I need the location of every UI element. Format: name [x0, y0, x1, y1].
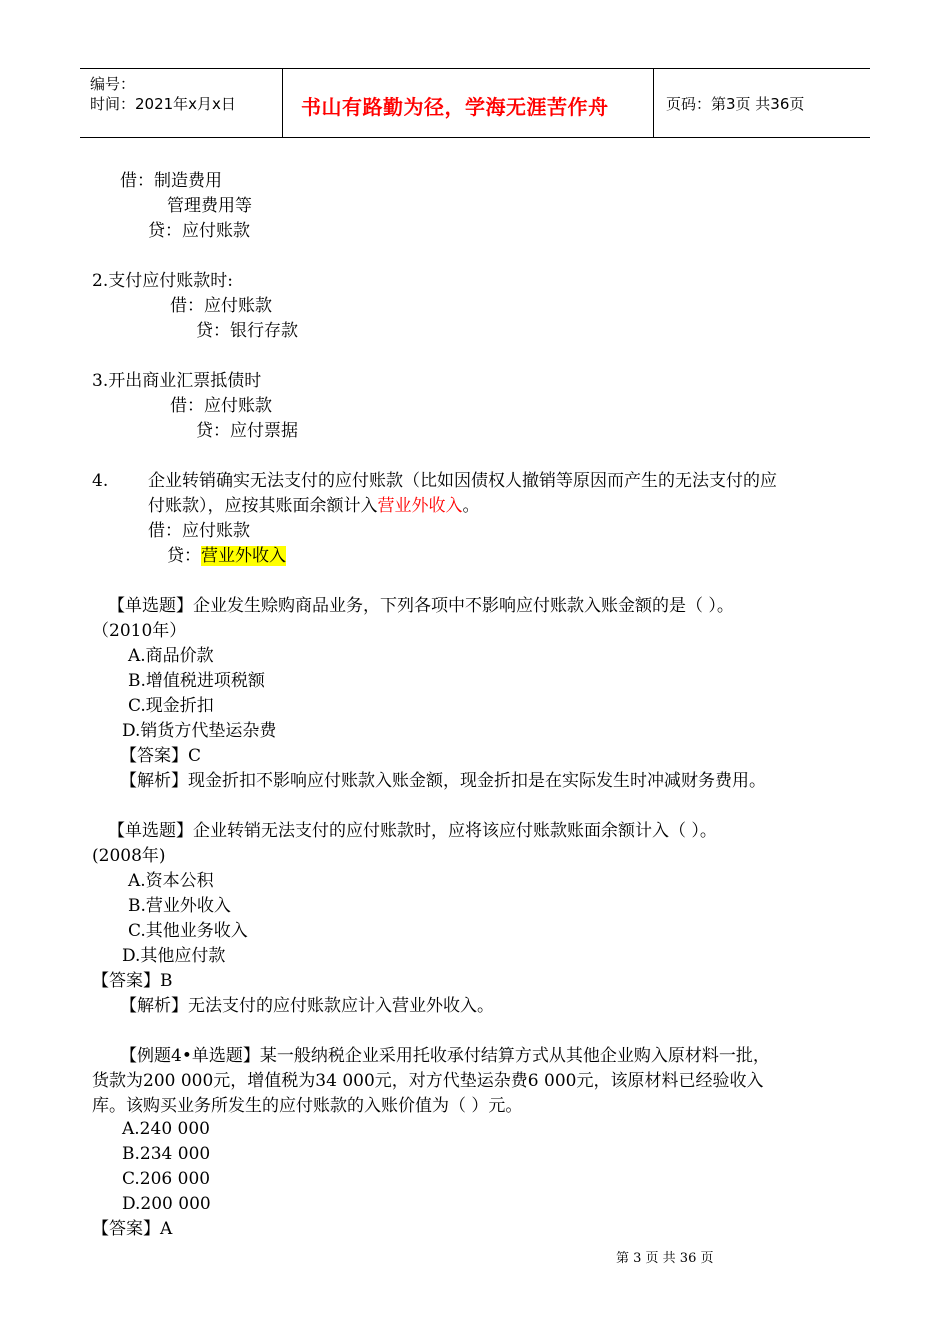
- item-4-credit-label: 贷：: [167, 546, 201, 566]
- question-1-option-a: A.商品价款: [128, 646, 214, 666]
- page-header: [80, 68, 870, 138]
- item-2-debit: 借：应付账款: [170, 296, 272, 316]
- header-page-cell: [654, 69, 870, 137]
- question-3-answer: 【答案】A: [92, 1219, 173, 1239]
- question-1-stem: 【单选题】企业发生赊购商品业务，下列各项中不影响应付账款入账金额的是（ ）。: [108, 596, 734, 616]
- question-1-explanation: 【解析】现金折扣不影响应付账款入账金额，现金折扣是在实际发生时冲减财务费用。: [120, 771, 766, 791]
- question-2-explanation: 【解析】无法支付的应付账款应计入营业外收入。: [120, 996, 494, 1016]
- item-4-number: 4.: [92, 471, 109, 491]
- item-4-text-cont: [148, 495, 480, 517]
- entry-debit-cont: 管理费用等: [167, 196, 252, 216]
- question-2-option-d: D.其他应付款: [122, 946, 226, 966]
- item-4-text-b: 。: [462, 496, 480, 516]
- highlighted-term: 营业外收入: [201, 546, 286, 566]
- entry-debit: 借：制造费用: [120, 171, 222, 191]
- question-3-option-c: C.206 000: [122, 1169, 211, 1189]
- question-1-option-c: C.现金折扣: [128, 696, 214, 716]
- question-3-option-b: B.234 000: [122, 1144, 211, 1164]
- question-3-option-a: A.240 000: [122, 1119, 210, 1139]
- question-1-option-b: B.增值税进项税额: [128, 671, 265, 691]
- item-4-text: 企业转销确实无法支付的应付账款（比如因债权人撤销等原因而产生的无法支付的应: [148, 471, 777, 491]
- entry-credit: 贷：应付账款: [148, 221, 250, 241]
- question-3-option-d: D.200 000: [122, 1194, 211, 1214]
- question-3-stem-line-2: 货款为200 000元，增值税为34 000元，对方代垫运杂费6 000元，该原材料已经验收入: [92, 1071, 764, 1091]
- question-2-answer: 【答案】B: [92, 971, 173, 991]
- item-4-credit: [167, 545, 286, 567]
- question-1-answer: 【答案】C: [120, 746, 202, 766]
- question-3-stem-line-3: 库。该购买业务所发生的应付账款的入账价值为（ ）元。: [92, 1096, 523, 1116]
- time-label: 时间：2021年x月x日: [90, 95, 236, 113]
- item-4-debit: 借：应付账款: [148, 521, 250, 541]
- item-2-title: 2.支付应付账款时:: [92, 271, 233, 291]
- question-1-year: （2010年）: [92, 621, 187, 641]
- item-3-debit: 借：应付账款: [170, 396, 272, 416]
- motto: 书山有路勤为径，学海无涯苦作舟: [301, 95, 609, 119]
- item-2-credit: 贷：银行存款: [196, 321, 298, 341]
- serial-label: 编号：: [90, 75, 136, 93]
- question-2-option-a: A.资本公积: [128, 871, 214, 891]
- item-4-text-a: 付账款），应按其账面余额计入: [148, 496, 378, 516]
- question-2-year: (2008年): [92, 846, 166, 866]
- question-2-option-c: C.其他业务收入: [128, 921, 248, 941]
- item-3-credit: 贷：应付票据: [196, 421, 298, 441]
- header-motto-cell: [283, 69, 654, 137]
- item-3-title: 3.开出商业汇票抵债时: [92, 371, 262, 391]
- page-footer: 第 3 页 共 36 页: [616, 1251, 714, 1266]
- question-2-stem: 【单选题】企业转销无法支付的应付账款时，应将该应付账款账面余额计入（ ）。: [108, 821, 717, 841]
- question-2-option-b: B.营业外收入: [128, 896, 231, 916]
- page-code: 页码：第3页 共36页: [666, 95, 805, 113]
- question-3-stem-line-1: 【例题4•单选题】某一般纳税企业采用托收承付结算方式从其他企业购入原材料一批，: [120, 1046, 770, 1066]
- item-4-red-term: 营业外收入: [377, 496, 463, 516]
- header-info-cell: [80, 69, 283, 137]
- question-1-option-d: D.销货方代垫运杂费: [122, 721, 277, 741]
